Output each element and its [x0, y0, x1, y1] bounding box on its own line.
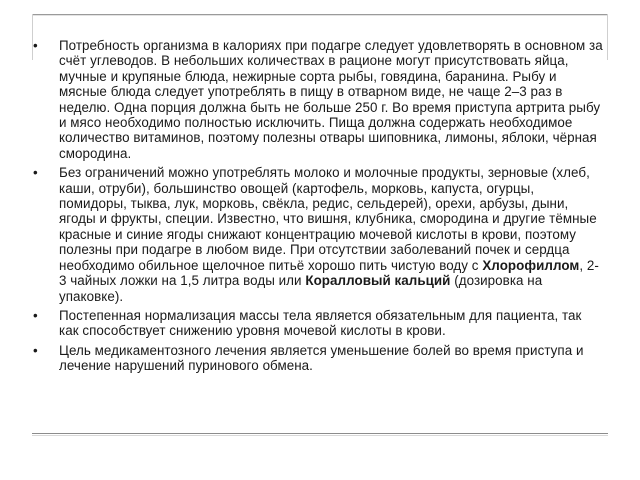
product-name-coral-calcium: Коралловый кальций	[305, 273, 451, 289]
slide-body	[33, 38, 603, 378]
bullet-icon: •	[33, 165, 38, 181]
bullet-list	[33, 38, 603, 374]
allowed-foods-text-middle: , 2-3 чайных ложки на 1,5 литра воды или	[59, 257, 599, 289]
bullet-icon: •	[33, 38, 38, 53]
bullet-icon: •	[33, 342, 38, 358]
bullet-item-treatment	[33, 343, 603, 374]
bullet-item-weight	[33, 308, 603, 339]
bullet-text-calories: Потребность организма в калориях при подагре следует удовлетворять в основном за счёт углеводов. В небольших количествах в рационе могут присутствовать яйца, мучные и крупяные блюда, нежирные сорта рыбы, говядина, баранина. Рыбу и мясные блюда следует употреблять в пищу в отварном виде, не чаще 2–3 раз в неделю. Одна порция должна быть не больше 250 г. Во время приступа артрита рыбу и мясо необходимо полностью исключить. Пища должна содержать необходимое количество витаминов, поэтому полезны отвары шиповника, лимоны, яблоки, чёрная смородина.	[59, 38, 603, 161]
allowed-foods-text-end: (дозировка на упаковке).	[59, 273, 543, 304]
bullet-text-treatment: Цель медикаментозного лечения является уменьшение болей во время приступа и лечение нарушений пуринового обмена.	[59, 342, 584, 374]
bottom-divider	[32, 433, 608, 434]
allowed-foods-text-start: Без ограничений можно употреблять молоко и молочные продукты, зерновые (хлеб, каши, отруби), большинство овощей (картофель, морковь, капуста, огурцы, помидоры, тыква, лук, морковь, свёкла, редис, сельдерей), орехи, арбузы, дыни, ягоды и фрукты, специи. Известно, что вишня, клубника, смородина и другие тёмные красные и синие ягоды снижают концентрацию мочевой кислоты в крови, поэтому полезны при подагре в любом виде. При отсутствии заболеваний почек и сердца необходимо обильное щелочное питьё хорошо пить чистую воду с	[59, 165, 597, 273]
frame-right-edge	[607, 14, 608, 60]
top-divider	[32, 14, 608, 15]
bullet-item-calories	[33, 38, 603, 161]
bullet-text-weight: Постепенная нормализация массы тела является обязательным для пациента, так как способствует снижению уровня мочевой кислоты в крови.	[59, 307, 582, 339]
bullet-item-allowed-foods	[33, 165, 603, 304]
bullet-icon: •	[33, 307, 38, 323]
bullet-text-allowed-foods	[59, 165, 599, 303]
product-name-chlorophyll: Хлорофиллом	[482, 257, 580, 273]
